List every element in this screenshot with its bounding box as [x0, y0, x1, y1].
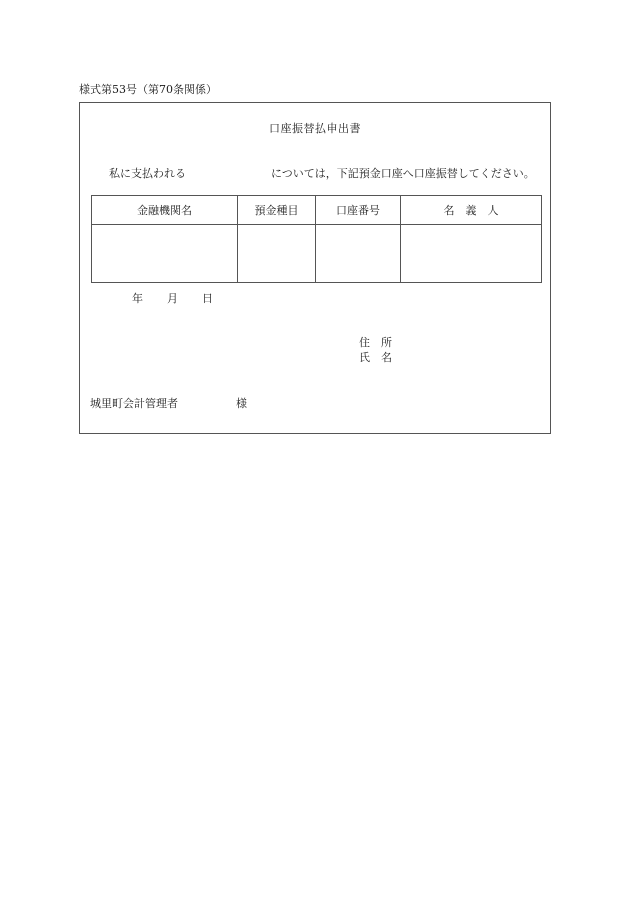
statement-right: については，下記預金口座へ口座振替してください。 — [271, 167, 535, 180]
header-bank-name: 金融機関名 — [92, 196, 238, 225]
date-year-label: 年 — [132, 292, 143, 305]
form-box — [79, 102, 551, 434]
address-label: 住 所 — [359, 336, 392, 349]
table-row — [92, 225, 542, 283]
form-title: 口座振替払申出書 — [269, 122, 361, 135]
name-label: 氏 名 — [359, 351, 392, 364]
cell-account-type[interactable] — [238, 225, 316, 283]
date-day-label: 日 — [202, 292, 213, 305]
account-table — [91, 195, 542, 283]
date-month-label: 月 — [167, 292, 178, 305]
table-header-row — [92, 196, 542, 225]
form-number: 様式第53号（第70条関係） — [79, 83, 217, 96]
header-account-number: 口座番号 — [316, 196, 401, 225]
header-account-holder-label: 名 義 人 — [443, 204, 499, 217]
statement-left: 私に支払われる — [109, 167, 186, 180]
header-account-type: 預金種目 — [238, 196, 316, 225]
cell-bank-name[interactable] — [92, 225, 238, 283]
addressee-honorific: 様 — [236, 397, 247, 410]
addressee-name: 城里町会計管理者 — [90, 397, 178, 410]
cell-account-number[interactable] — [316, 225, 401, 283]
date-row — [132, 290, 213, 306]
header-account-holder — [401, 196, 542, 225]
cell-account-holder[interactable] — [401, 225, 542, 283]
